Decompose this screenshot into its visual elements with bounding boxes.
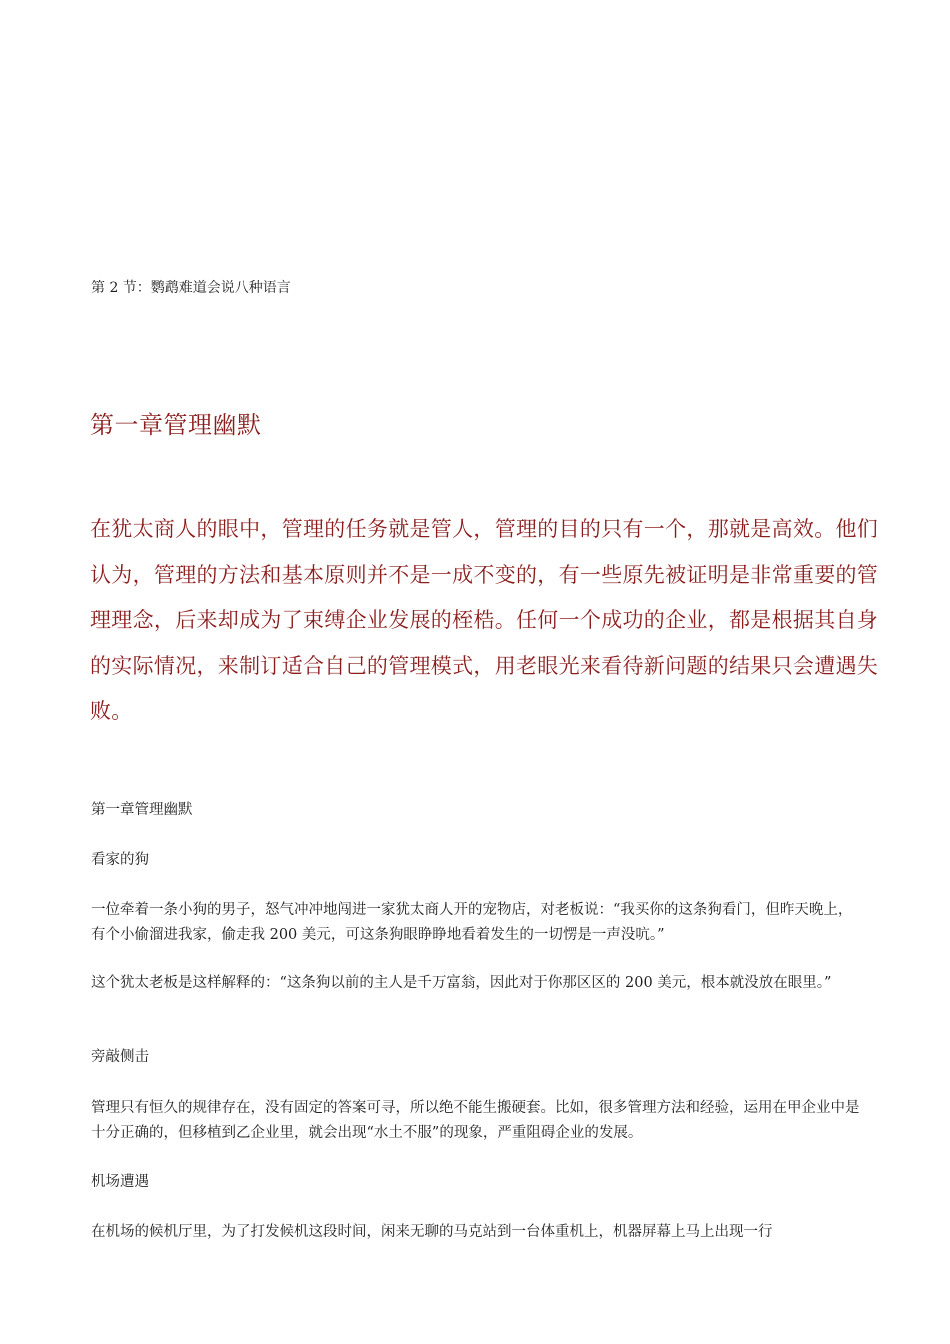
body-chapter-heading: 第一章管理幽默 — [91, 802, 193, 818]
section-label: 第 2 节：鹦鹉难道会说八种语言 — [91, 280, 291, 296]
story-paragraph: 在机场的候机厅里，为了打发候机这段时间，闲来无聊的马克站到一台体重机上，机器屏幕上马上出现一行 — [91, 1224, 773, 1240]
chapter-title: 第一章管理幽默 — [90, 411, 262, 439]
commentary-title: 旁敲侧击 — [91, 1049, 149, 1065]
story-paragraph: 这个犹太老板是这样解释的：“这条狗以前的主人是千万富翁，因此对于你那区区的 200 美元，根本就没放在眼里。” — [91, 975, 832, 991]
commentary-paragraph: 管理只有恒久的规律存在，没有固定的答案可寻，所以绝不能生搬硬套。比如，很多管理方法和经验，运用在甲企业中是十分正确的，但移植到乙企业里，就会出现“水土不服”的现象，严重阻碍企业的发展。 — [91, 1100, 860, 1141]
story-title-watchdog: 看家的狗 — [91, 852, 149, 868]
intro-paragraph: 在犹太商人的眼中，管理的任务就是管人，管理的目的只有一个，那就是高效。他们认为，管理的方法和基本原则并不是一成不变的，有一些原先被证明是非常重要的管理理念，后来却成为了束缚企业发展的桎梏。任何一个成功的企业，都是根据其自身的实际情况，来制订适合自己的管理模式，用老眼光来看待新问题的结果只会遭遇失败。 — [90, 517, 879, 723]
story-paragraph: 一位牵着一条小狗的男子，怒气冲冲地闯进一家犹太商人开的宠物店，对老板说：“我买你的这条狗看门，但昨天晚上，有个小偷溜进我家，偷走我 200 美元，可这条狗眼睁睁地看着发生的一切愣是一声没吭。” — [91, 902, 853, 943]
story-title-airport: 机场遭遇 — [91, 1174, 149, 1190]
